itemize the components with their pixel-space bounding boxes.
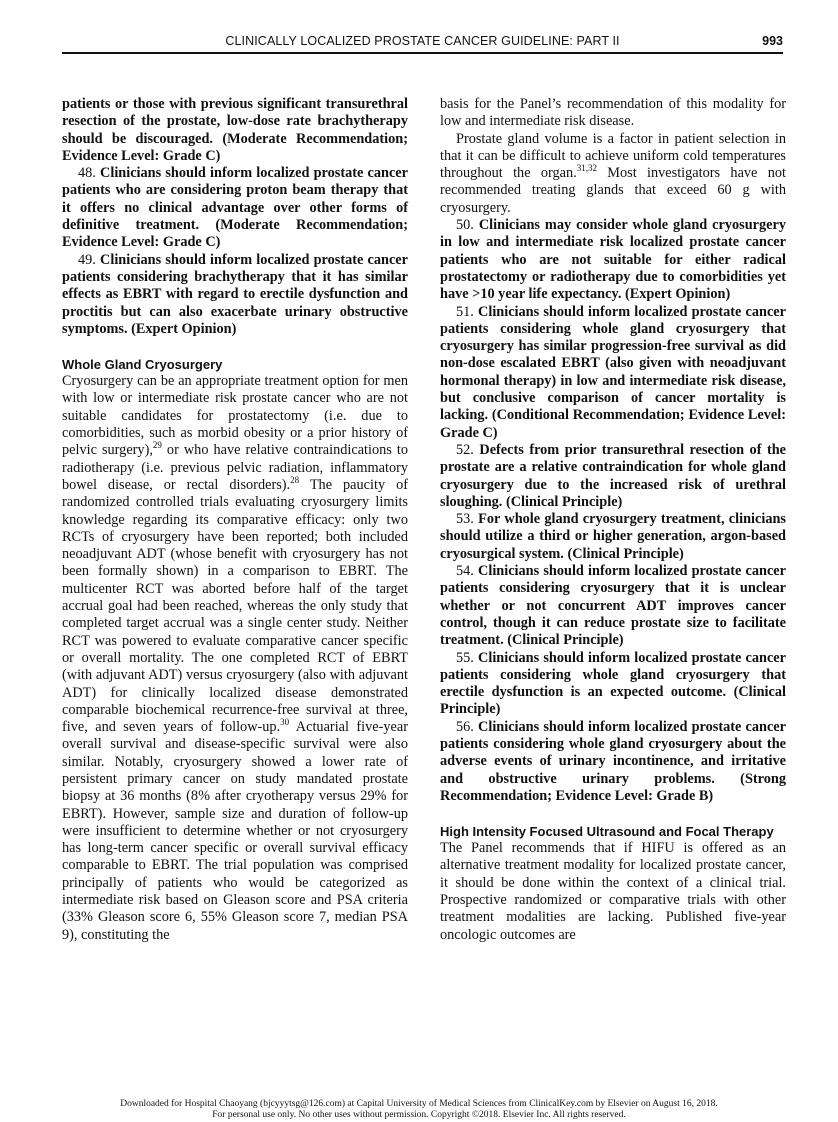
recommendation-text: Clinicians should inform localized prostate cancer patients considering whole gland cryosurgery about the adverse events of urinary incontinence, and irritative and obstructive urinary problems. (Strong Recommendation; Evidence Level: Grade B) [440, 718, 786, 804]
left-column [62, 96, 408, 944]
recommendation-text: Clinicians should inform localized prostate cancer patients considering whole gland cryosurgery that erectile dysfunction is an expected outcome. (Clinical Principle) [440, 649, 786, 718]
paragraph [62, 165, 408, 251]
section-gap [62, 338, 408, 356]
body-text: The paucity of randomized controlled trials evaluating cryosurgery limits knowledge regarding its comparative efficacy: only two RCTs of cryosurgery have been reported; both included neoadjuvant ADT (whose benefit with cryosurgery has not been formally shown) in a comparison to EBRT. The multicenter RCT was aborted before half of the target accrual goal had been reached, whereas the only study that completed target accrual was a single center study. Neither RCT was powered to evaluate comparative cancer specific or overall mortality. The one completed RCT of EBRT (with adjuvant ADT) versus cryosurgery (also with adjuvant ADT) for clinically localized disease demonstrated comparable biochemical recurrence-free survival at three, five, and seven years of follow-up. [62, 476, 408, 736]
section-heading: Whole Gland Cryosurgery [62, 357, 223, 373]
body-text: Prostate gland volume is a factor in patient selection in that it can be difficult to achieve uniform cold temperatures throughout the organ. [440, 130, 786, 182]
body-text: 48. [78, 165, 101, 182]
body-text: basis for the Panel’s recommendation of this modality for low and intermediate risk disease. [440, 96, 786, 130]
body-text: The Panel recommends that if HIFU is offered as an alternative treatment modality for localized prostate cancer, it should be done within the context of a clinical trial. Prospective randomized or comparative trials with other treatment modalities are lacking. Published five-year oncologic outcomes are [440, 840, 786, 943]
body-text: 52. [456, 441, 480, 458]
paragraph [440, 217, 786, 303]
running-header [62, 34, 783, 54]
recommendation-text: patients or those with previous significant transurethral resection of the prostate, low-dose rate brachytherapy should be discouraged. (Moderate Recommendation; Evidence Level: Grade C) [62, 96, 408, 164]
page-number: 993 [762, 34, 783, 48]
body-text: 56. [456, 718, 479, 735]
download-footer [0, 1099, 838, 1121]
body-text: 51. [456, 303, 479, 320]
section-gap [440, 805, 786, 823]
citation-superscript: 31,32 [576, 163, 597, 174]
paragraph [440, 304, 786, 442]
citation-superscript: 30 [280, 717, 290, 728]
recommendation-text: For whole gland cryosurgery treatment, clinicians should utilize a third or higher generation, argon-based cryosurgical system. (Clinical Principle) [440, 511, 786, 562]
paragraph [440, 650, 786, 719]
footer-line-1: Downloaded for Hospital Chaoyang (bjcyyytsg@126.com) at Capital University of Medical Sciences from ClinicalKey.com by Elsevier on August 16, 2018. [120, 1099, 718, 1109]
section-heading: High Intensity Focused Ultrasound and Focal Therapy [440, 824, 774, 840]
paragraph [440, 442, 786, 511]
paragraph [62, 96, 408, 165]
body-text: 50. [456, 217, 479, 234]
body-text: 54. [456, 563, 479, 580]
paragraph [440, 719, 786, 805]
paragraph [440, 511, 786, 563]
citation-superscript: 28 [290, 475, 300, 486]
footer-line-2: For personal use only. No other uses without permission. Copyright ©2018. Elsevier Inc. All rights reserved. [212, 1110, 626, 1120]
body-text: Most investigators have not recommended treating glands that exceed 60 g with cryosurgery. [440, 165, 786, 216]
body-text: or who have relative contraindications to radiotherapy (i.e. previous pelvic radiation, inflammatory bowel disease, or rectal disorders). [62, 442, 408, 493]
recommendation-text: Clinicians should inform localized prostate cancer patients considering brachytherapy that it has similar effects as EBRT with regard to erectile dysfunction and proctitis but can also exacerbate urinary obstructive symptoms. (Expert Opinion) [62, 251, 408, 337]
body-text: Cryosurgery can be an appropriate treatment option for men with low or intermediate risk prostate cancer who are not suitable candidates for prostatectomy (i.e. due to comorbidities, such as morbid obesity or a prior history of pelvic surgery), [62, 373, 408, 459]
body-text: Actuarial five-year overall survival and disease-specific survival were also similar. Notably, cryosurgery showed a lower rate of persistent primary cancer on study mandated prostate biopsy at 36 months (8% after cryotherapy versus 29% for EBRT). However, sample size and duration of follow-up were insufficient to determine whether or not cryosurgery has long-term cancer specific or overall survival efficacy comparable to EBRT. The trial population was comprised principally of patients who would be categorized as intermediate risk based on Gleason score and PSA criteria (33% Gleason score 6, 55% Gleason score 7, median PSA 9), constituting the [62, 719, 408, 943]
paragraph [440, 131, 786, 217]
body-text: 55. [456, 649, 479, 666]
body-text: 53. [456, 511, 479, 528]
paragraph [440, 96, 786, 131]
body-text: 49. [78, 251, 101, 268]
paragraph [62, 373, 408, 944]
paragraph [62, 252, 408, 338]
running-title: CLINICALLY LOCALIZED PROSTATE CANCER GUIDELINE: PART II [225, 34, 620, 48]
right-column [440, 96, 786, 944]
citation-superscript: 29 [152, 440, 162, 451]
recommendation-text: Defects from prior transurethral resection of the prostate are a relative contraindication for whole gland cryosurgery due to the increased risk of urethral sloughing. (Clinical Principle) [440, 441, 787, 510]
recommendation-text: Clinicians should inform localized prostate cancer patients who are considering proton beam therapy that it offers no clinical advantage over other forms of definitive treatment. (Moderate Recommendation; Evidence Level: Grade C) [62, 165, 408, 251]
recommendation-text: Clinicians should inform localized prostate cancer patients considering whole gland cryosurgery that cryosurgery has similar progression-free survival as did non-dose escalated EBRT (also given with neoadjuvant hormonal therapy) in low and intermediate risk disease, but conclusive comparison of cancer mortality is lacking. (Conditional Recommendation; Evidence Level: Grade C) [440, 303, 786, 441]
recommendation-text: Clinicians should inform localized prostate cancer patients considering cryosurgery that it is unclear whether or not concurrent ADT improves cancer control, though it can reduce prostate size to facilitate treatment. (Clinical Principle) [440, 563, 786, 649]
paragraph [440, 840, 786, 944]
recommendation-text: Clinicians may consider whole gland cryosurgery in low and intermediate risk localized prostate cancer patients who are not suitable for either radical prostatectomy or radiotherapy due to comorbidities yet have >10 year life expectancy. (Expert Opinion) [440, 217, 786, 303]
paragraph [440, 563, 786, 649]
